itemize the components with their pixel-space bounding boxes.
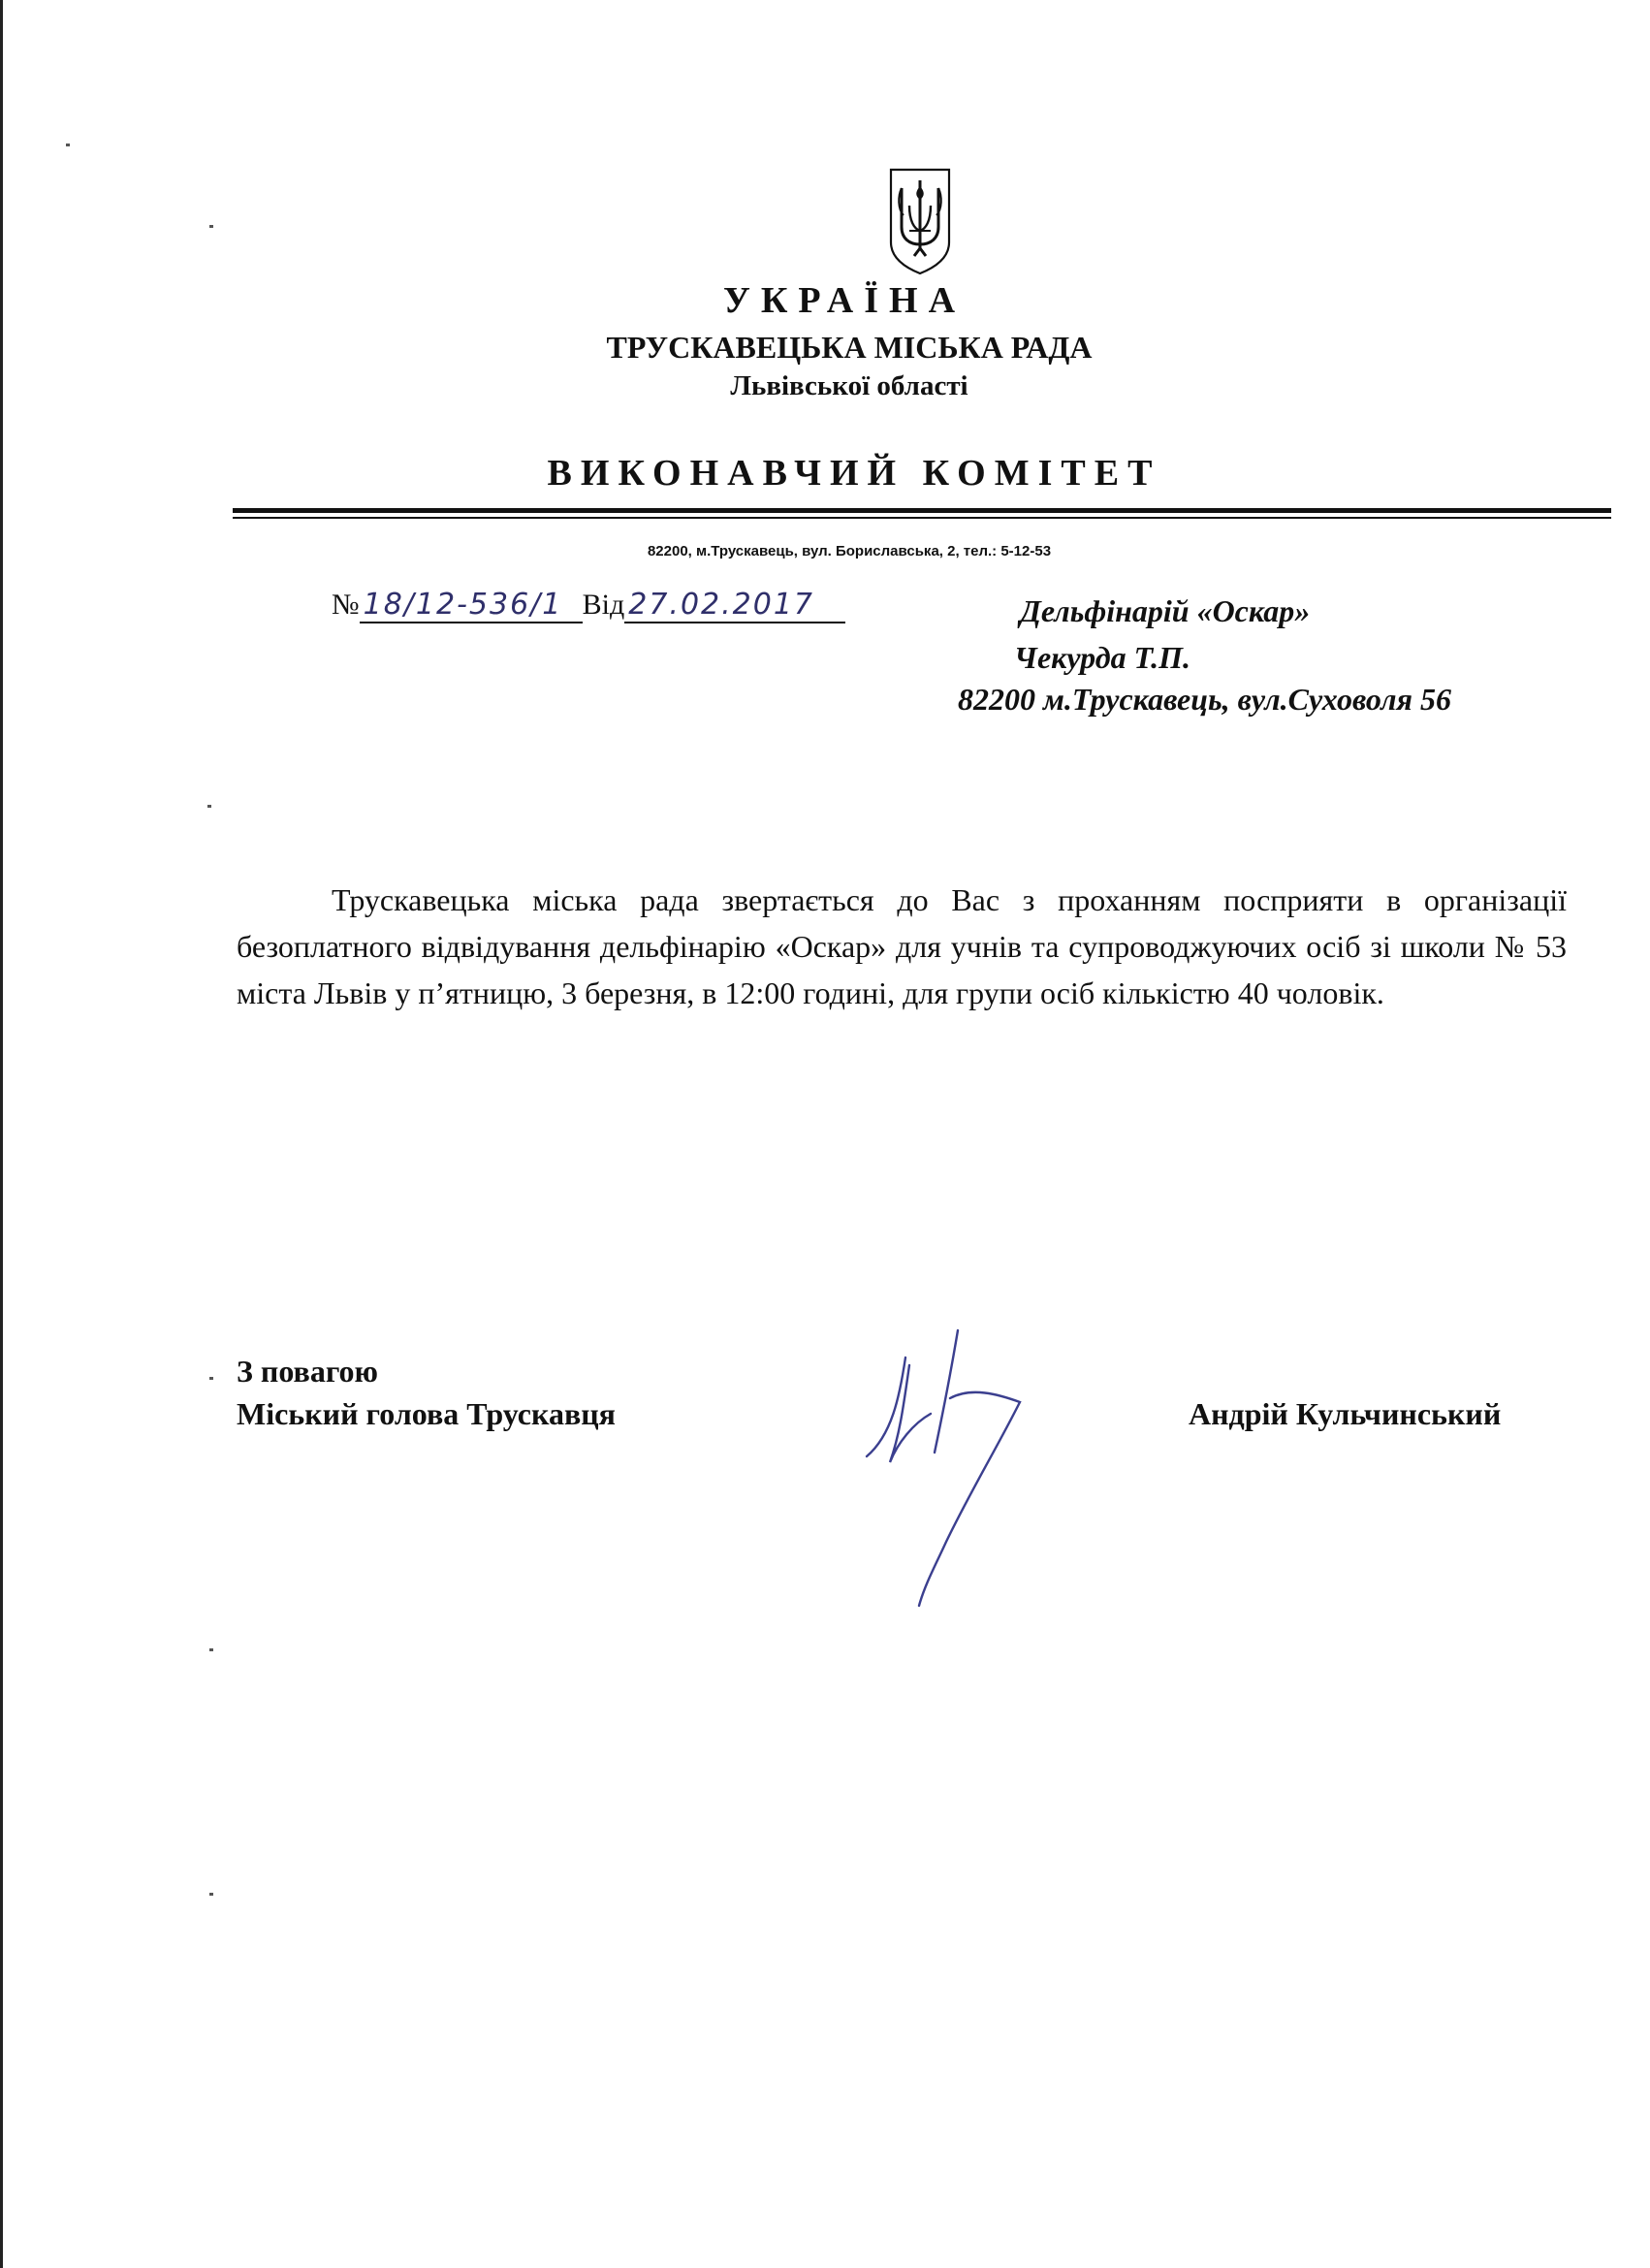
reference-date-field: 27.02.2017 xyxy=(624,588,845,623)
scan-speck xyxy=(209,1893,213,1896)
closing-regards: З повагою xyxy=(237,1354,378,1389)
signatory-name: Андрій Кульчинський xyxy=(1189,1396,1502,1431)
header-rule-thin xyxy=(233,517,1611,519)
closing-position: Міський голова Трускавця xyxy=(237,1396,616,1431)
scan-speck xyxy=(209,1648,213,1651)
reference-number-field: 18/12-536/1 xyxy=(360,588,583,623)
handwritten-signature-icon xyxy=(853,1309,1066,1619)
recipient-address: 82200 м.Трускавець, вул.Суховоля 56 xyxy=(958,682,1451,717)
letter-body: Трускавецька міська рада звертається до Вас з проханням посприяти в організації безоплатного відвідування дельфінарію «Оскар» для учнів та супроводжуючих осіб зі школи № 53 міста Львів у п’ятницю, 3 березня, в 12:00 годині, для групи осіб кількістю 40 чоловік. xyxy=(237,882,1567,1010)
reference-date-prefix: Від xyxy=(582,589,625,621)
recipient-person: Чекурда Т.П. xyxy=(1014,640,1191,675)
scan-speck xyxy=(66,144,70,146)
header-address: 82200, м.Трускавець, вул. Бориславська, 2, тел.: 5-12-53 xyxy=(647,543,1052,559)
header-committee: ВИКОНАВЧИЙ КОМІТЕТ xyxy=(547,453,1161,494)
scan-speck xyxy=(207,805,211,808)
header-country: УКРАЇНА xyxy=(722,280,967,321)
reference-line xyxy=(332,588,845,634)
reference-number-prefix: № xyxy=(332,589,360,621)
tryzub-coat-of-arms-icon xyxy=(888,167,952,275)
header-region: Львівської області xyxy=(730,370,968,401)
scan-speck xyxy=(209,1377,213,1380)
header-council: ТРУСКАВЕЦЬКА МІСЬКА РАДА xyxy=(606,330,1093,365)
header-rule xyxy=(233,508,1611,513)
recipient-organization: Дельфінарій «Оскар» xyxy=(1020,593,1311,628)
scan-speck xyxy=(209,225,213,228)
